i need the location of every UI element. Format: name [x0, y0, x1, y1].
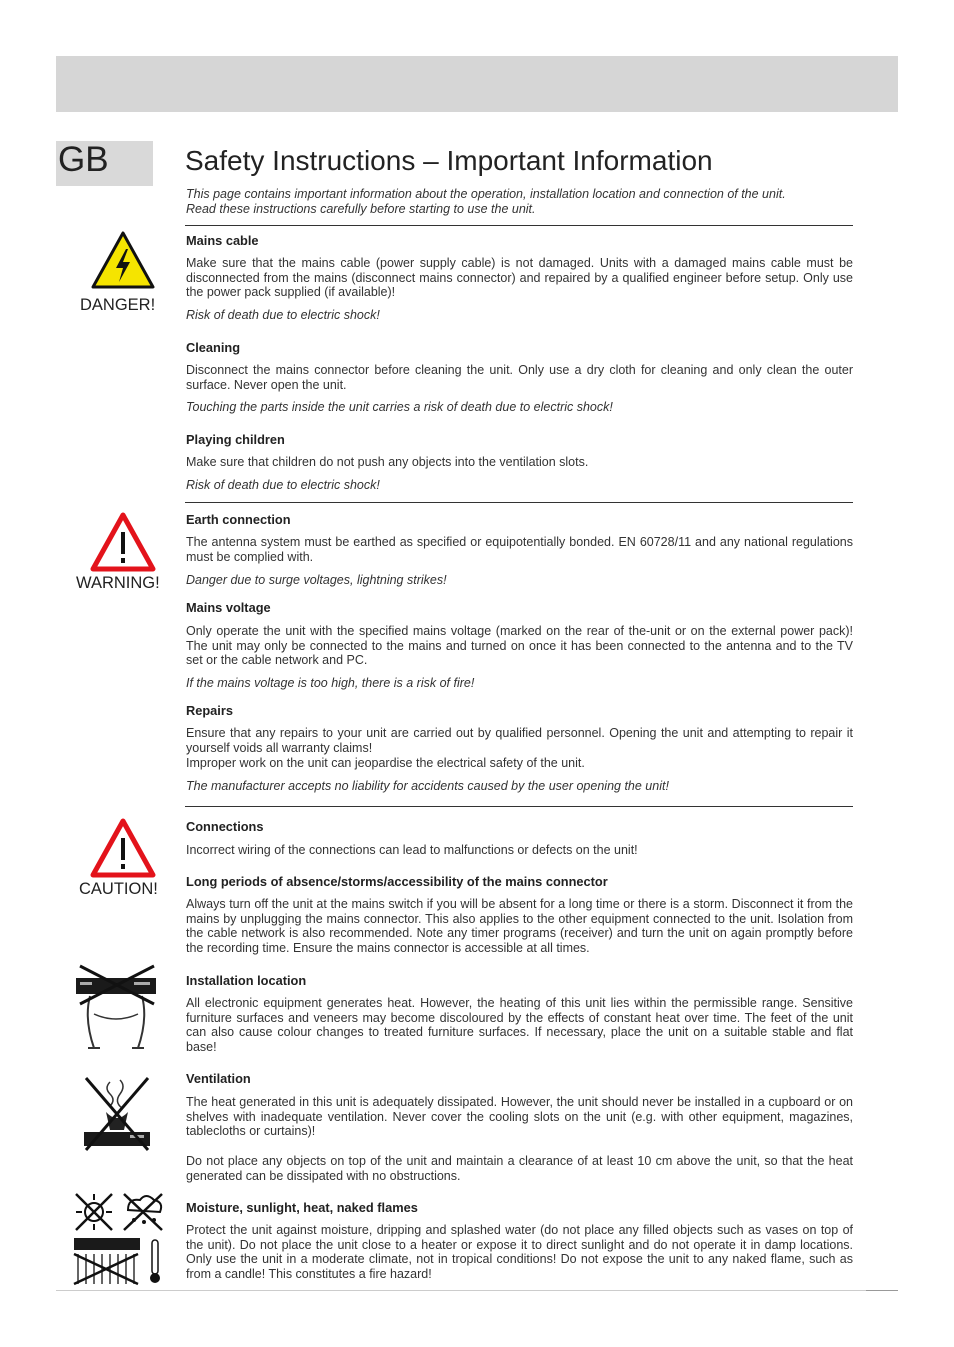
page-title: Safety Instructions – Important Information: [185, 145, 713, 176]
exclamation-triangle-icon: [90, 818, 156, 878]
cleaning-note: Touching the parts inside the unit carries a risk of death due to electric shock!: [186, 400, 613, 414]
voltage-heading: Mains voltage: [186, 600, 271, 615]
installation-heading: Installation location: [186, 973, 307, 988]
divider: [185, 502, 853, 503]
repairs-heading: Repairs: [186, 703, 233, 718]
earth-text: The antenna system must be earthed as specified or equipotentially bonded. EN 60728/11 and any national regulations must be complied with.: [186, 535, 853, 564]
cleaning-heading: Cleaning: [186, 340, 241, 355]
ventilation-text-1: The heat generated in this unit is adequately dissipated. However, the unit should never be installed in a cupboard or on shelves with inadequate ventilation. Never cover the cooling slots on the unit (e.g. with other equipment, magazines, tablecloths or curtains)!: [186, 1095, 853, 1139]
cleaning-text: Disconnect the mains connector before cleaning the unit. Only use a dry cloth for cleaning and only clean the outer surface. Never open the unit.: [186, 363, 853, 392]
footer-line: [56, 1290, 898, 1291]
exclamation-triangle-icon: [90, 512, 156, 572]
divider: [185, 806, 853, 807]
absence-heading: Long periods of absence/storms/accessibility of the mains connector: [186, 874, 608, 889]
no-heat-furniture-icon: [74, 964, 158, 1054]
footer-mark: [866, 1290, 898, 1291]
danger-label: DANGER!: [80, 296, 156, 314]
children-heading: Playing children: [186, 432, 285, 447]
ventilation-heading: Ventilation: [186, 1071, 251, 1086]
earth-heading: Earth connection: [186, 512, 291, 527]
moisture-heading: Moisture, sunlight, heat, naked flames: [186, 1200, 418, 1215]
no-objects-on-unit-icon: [80, 1074, 154, 1156]
mains-cable-note: Risk of death due to electric shock!: [186, 308, 380, 322]
repairs-text-1: Ensure that any repairs to your unit are carried out by qualified personnel. Opening the unit and attempting to repair it yourself voids all warranty claims!: [186, 726, 853, 755]
moisture-text: Protect the unit against moisture, dripping and splashed water (do not place any filled objects such as vases on top of the unit). Do not place the unit close to a heater or expose it to direct sunlight and do not operate it in damp locations. Only use the unit in a moderate climate, not in tropical conditions! Do not expose the unit to any naked flame, such as from a candle! This constitutes a fire hazard!: [186, 1223, 853, 1281]
absence-text: Always turn off the unit at the mains switch if you will be absent for a long time or there is a storm. Disconnect it from the mains by unplugging the mains connector. This also applies to the other equipment connected to the unit. Isolation from the cable network is also recommended. Note any timer programs (receiver) and turn the unit on again promptly before the recording time. Ensure the mains connector is accessible at all times.: [186, 897, 853, 955]
mains-cable-text: Make sure that the mains cable (power supply cable) is not damaged. Units with a damaged mains cable must be disconnected from the mains (disconnect mains connector) and repaired by a qualified engineer before setup. Only use the power pack supplied (if available)!: [186, 256, 853, 300]
intro-line-1: This page contains important information about the operation, installation location and connection of the unit.: [186, 187, 786, 201]
warning-label: WARNING!: [76, 574, 160, 592]
intro-line-2: Read these instructions carefully before starting to use the unit.: [186, 202, 536, 216]
ventilation-text-2: Do not place any objects on top of the unit and maintain a clearance of at least 10 cm above the unit, so that the heat generated can be dissipated with no obstructions.: [186, 1154, 853, 1183]
children-text: Make sure that children do not push any objects into the ventilation slots.: [186, 455, 589, 469]
children-note: Risk of death due to electric shock!: [186, 478, 380, 492]
repairs-text-2: Improper work on the unit can jeopardise the electrical safety of the unit.: [186, 756, 585, 770]
language-badge: GB: [56, 141, 153, 186]
caution-label: CAUTION!: [79, 880, 158, 898]
no-sun-moisture-heat-icon: [72, 1190, 166, 1286]
connections-heading: Connections: [186, 819, 264, 834]
header-bar: [56, 56, 898, 112]
electric-hazard-icon: [90, 230, 156, 290]
installation-text: All electronic equipment generates heat. However, the heating of this unit lies within the permissible range. Sensitive furniture surfaces and veneers may become discoloured by the effects of constant heat over time. The feet of the unit can also cause colour changes to treated furniture surfaces. If necessary, place the unit on a suitable stable and flat base!: [186, 996, 853, 1054]
repairs-note: The manufacturer accepts no liability for accidents caused by the user opening the unit!: [186, 779, 669, 793]
earth-note: Danger due to surge voltages, lightning strikes!: [186, 573, 447, 587]
divider: [185, 225, 853, 226]
voltage-text: Only operate the unit with the specified mains voltage (marked on the rear of the-unit or on the external power pack)! The unit may only be connected to the mains and turned on once it has been connected to the antenna and to the TV set or the cable network and PC.: [186, 624, 853, 668]
mains-cable-heading: Mains cable: [186, 233, 259, 248]
connections-text: Incorrect wiring of the connections can lead to malfunctions or defects on the unit!: [186, 843, 638, 857]
voltage-note: If the mains voltage is too high, there is a risk of fire!: [186, 676, 475, 690]
